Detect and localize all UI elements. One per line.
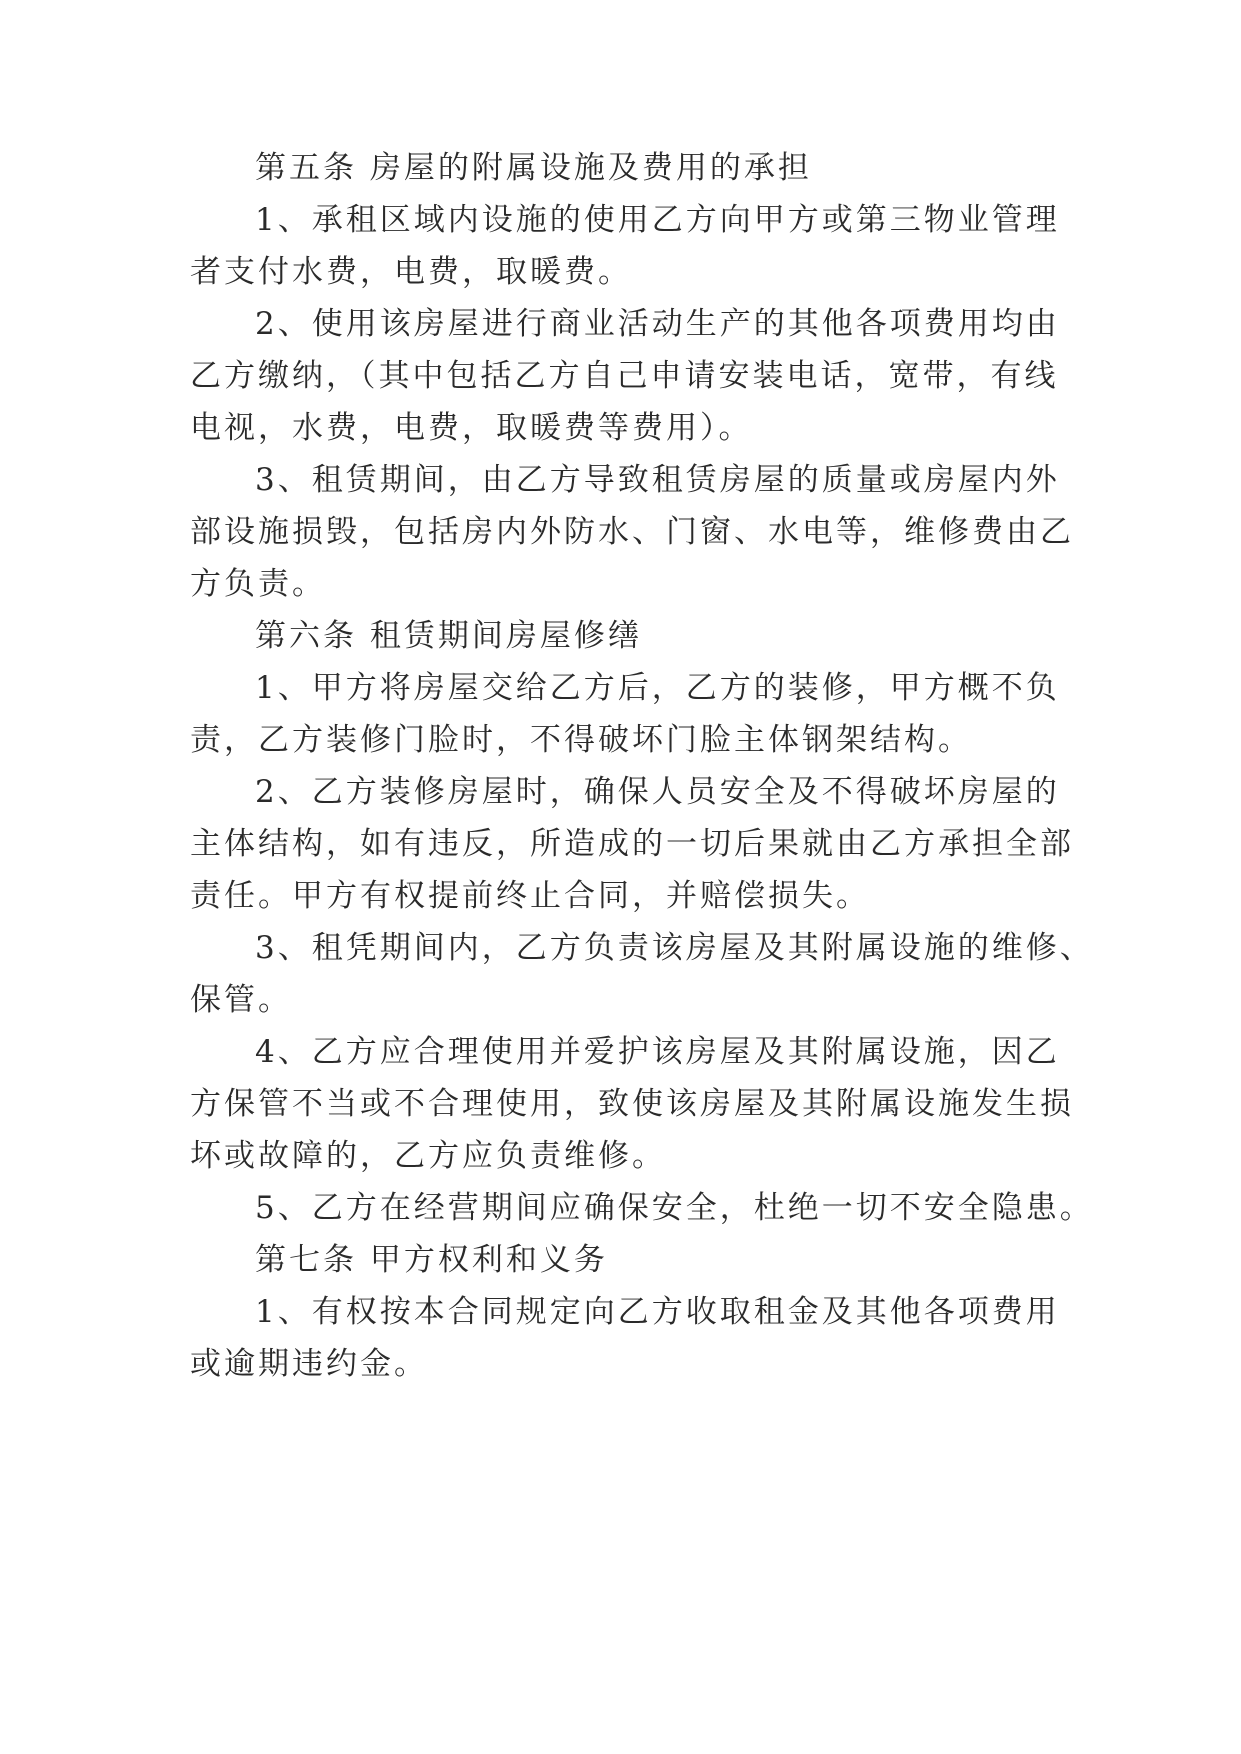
paragraph-line: 1、甲方将房屋交给乙方后，乙方的装修，甲方概不负 — [255, 670, 1060, 706]
paragraph-line: 1、有权按本合同规定向乙方收取租金及其他各项费用 — [255, 1294, 1060, 1330]
paragraph-line: 3、租凭期间内，乙方负责该房屋及其附属设施的维修、 — [255, 930, 1094, 966]
article-7-heading: 第七条 甲方权利和义务 — [255, 1242, 608, 1278]
paragraph-line: 坏或故障的，乙方应负责维修。 — [190, 1138, 666, 1174]
paragraph-line: 2、乙方装修房屋时，确保人员安全及不得破坏房屋的 — [255, 774, 1060, 810]
paragraph-line: 方保管不当或不合理使用，致使该房屋及其附属设施发生损 — [190, 1086, 1074, 1122]
paragraph-line: 方负责。 — [190, 566, 326, 602]
paragraph-line: 乙方缴纳，（其中包括乙方自己申请安装电话，宽带，有线 — [190, 358, 1059, 394]
paragraph-line: 电视，水费，电费，取暖费等费用）。 — [190, 410, 753, 446]
paragraph-line: 者支付水费，电费，取暖费。 — [190, 254, 632, 290]
paragraph-line: 部设施损毁，包括房内外防水、门窗、水电等，维修费由乙 — [190, 514, 1074, 550]
paragraph-line: 2、使用该房屋进行商业活动生产的其他各项费用均由 — [255, 306, 1060, 342]
paragraph-line: 4、乙方应合理使用并爱护该房屋及其附属设施，因乙 — [255, 1034, 1060, 1070]
paragraph-line: 1、承租区域内设施的使用乙方向甲方或第三物业管理 — [255, 202, 1060, 238]
article-5-heading: 第五条 房屋的附属设施及费用的承担 — [255, 150, 812, 186]
paragraph-line: 或逾期违约金。 — [190, 1346, 428, 1382]
paragraph-line: 3、租赁期间，由乙方导致租赁房屋的质量或房屋内外 — [255, 462, 1060, 498]
paragraph-line: 主体结构，如有违反，所造成的一切后果就由乙方承担全部 — [190, 826, 1074, 862]
paragraph-line: 责，乙方装修门脸时，不得破坏门脸主体钢架结构。 — [190, 722, 972, 758]
paragraph-line: 5、乙方在经营期间应确保安全，杜绝一切不安全隐患。 — [255, 1190, 1094, 1226]
article-6-heading: 第六条 租赁期间房屋修缮 — [255, 618, 642, 654]
paragraph-line: 责任。甲方有权提前终止合同，并赔偿损失。 — [190, 878, 870, 914]
paragraph-line: 保管。 — [190, 982, 292, 1018]
